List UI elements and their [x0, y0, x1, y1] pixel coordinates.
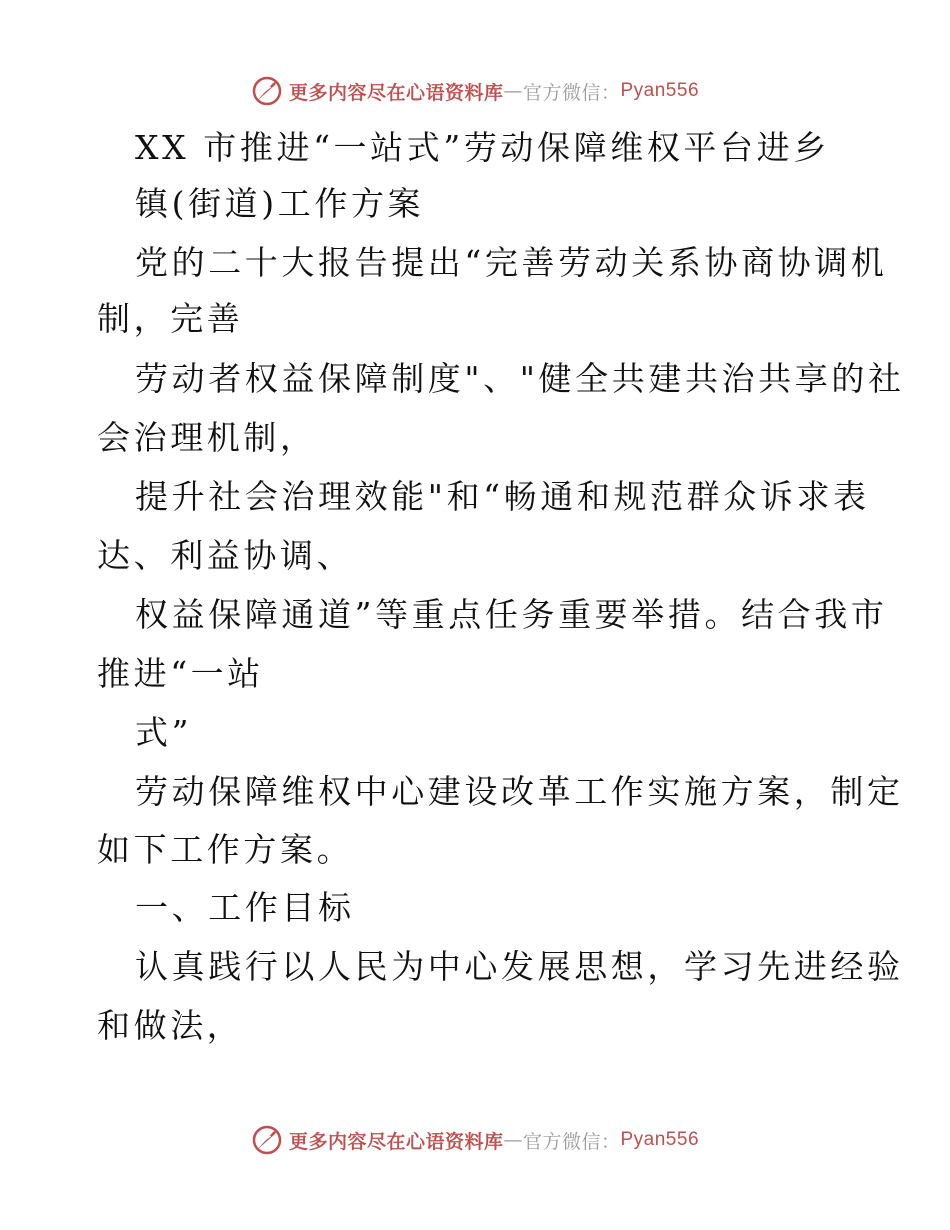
paragraph-line: 劳动保障维权中心建设改革工作实施方案，制定 [135, 772, 904, 811]
watermark-handle: Pyan556 [620, 80, 700, 101]
paragraph-line: 党的二十大报告提出“完善劳动关系协商协调机 [135, 243, 888, 282]
paragraph-line: 权益保障通道”等重点任务重要举措。结合我市 [135, 595, 888, 634]
quill-logo-icon [251, 1124, 283, 1156]
paragraph-line: 如下工作方案。 [97, 830, 354, 869]
title-line-2: 镇(街道)工作方案 [135, 184, 425, 223]
paragraph-line: 认真践行以人民为中心发展思想，学习先进经验 [135, 947, 904, 986]
watermark-dash: — [503, 80, 523, 102]
paragraph-line: 提升社会治理效能"和“畅通和规范群众诉求表 [135, 477, 870, 516]
section-heading: 一、工作目标 [135, 888, 355, 927]
paragraph-line: 劳动者权益保障制度"、"健全共建共治共享的社 [135, 359, 905, 398]
quill-logo-icon [251, 75, 283, 107]
watermark-official-text: 官方微信： [522, 81, 621, 104]
watermark-handle: Pyan556 [620, 1129, 700, 1150]
watermark-official-text: 官方微信： [522, 1130, 621, 1153]
watermark-dash: — [503, 1129, 523, 1151]
watermark-main-text: 更多内容尽在心语资料库 [288, 1130, 504, 1153]
title-line-1: XX 市推进“一站式”劳动保障维权平台进乡 [135, 128, 830, 167]
paragraph-line: 会治理机制， [97, 418, 317, 457]
watermark-main-text: 更多内容尽在心语资料库 [288, 81, 504, 104]
header-watermark [0, 73, 950, 109]
footer-watermark [0, 1122, 950, 1158]
paragraph-line: 达、利益协调、 [97, 536, 354, 575]
paragraph-line: 和做法， [97, 1006, 244, 1045]
paragraph-line: 制，完善 [97, 299, 244, 338]
paragraph-line: 式” [135, 713, 193, 752]
paragraph-line: 推进“一站 [97, 654, 264, 693]
